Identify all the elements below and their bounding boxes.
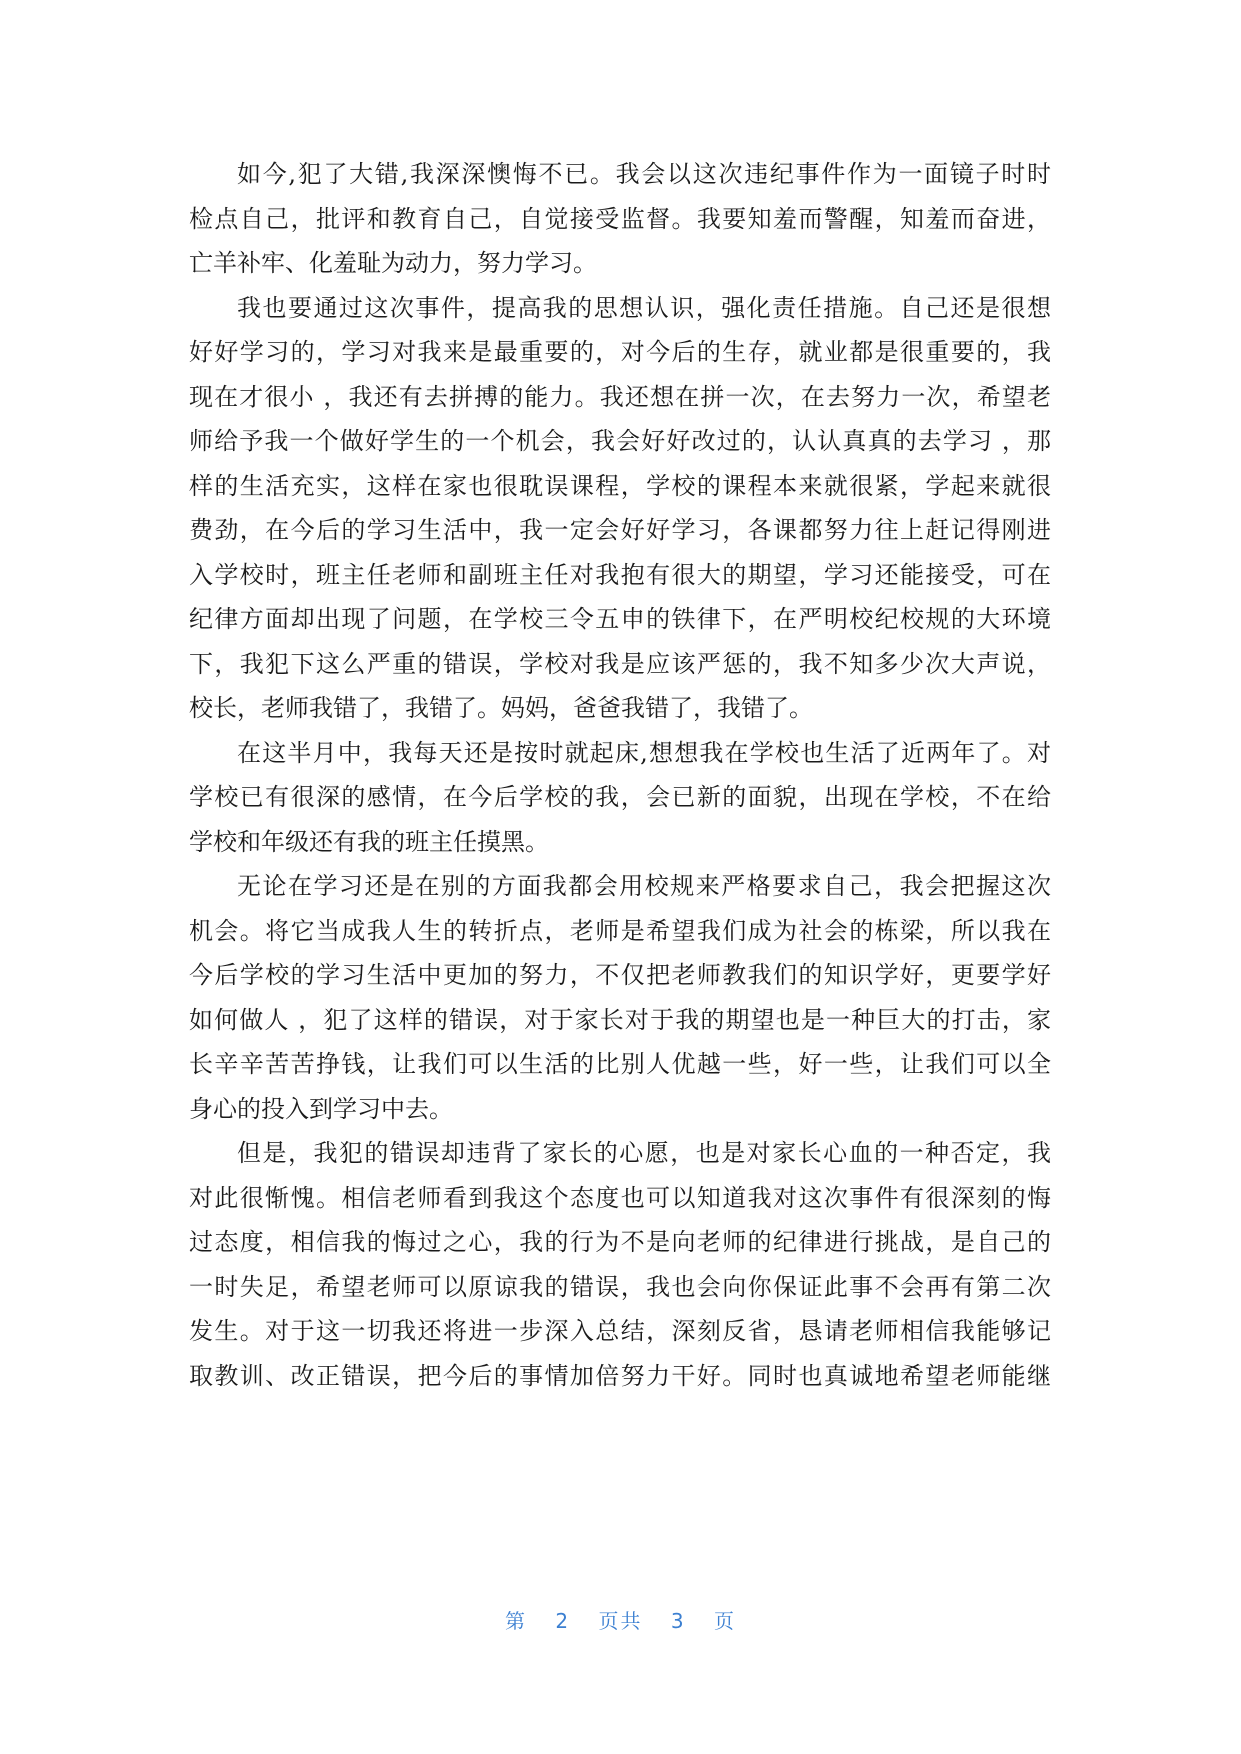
text-line: 费劲，在今后的学习生活中，我一定会好好学习，各课都努力往上赶记得刚进 [189,516,1051,544]
footer-label-of: 页共 [598,1609,643,1633]
text-line: 现在才很小 ，我还有去拼搏的能力。我还想在拼一次，在去努力一次，希望老 [189,382,1051,411]
paragraph-1 [189,152,1051,286]
footer-label-end: 页 [713,1609,736,1633]
text-line: 长辛辛苦苦挣钱，让我们可以生活的比别人优越一些，好一些，让我们可以全 [189,1050,1051,1078]
text-line: 在这半月中，我每天还是按时就起床,想想我在学校也生活了近两年了。对 [237,738,1051,767]
paragraph-3 [189,731,1051,865]
text-line: 机会。将它当成我人生的转折点，老师是希望我们成为社会的栋梁，所以我在 [189,916,1051,945]
text-line: 但是，我犯的错误却违背了家长的心愿，也是对家长心血的一种否定，我 [237,1139,1051,1167]
total-page-count: 3 [670,1609,686,1633]
text-line: 样的生活充实，这样在家也很耽误课程，学校的课程本来就很紧，学起来就很 [189,471,1051,500]
text-line: 无论在学习还是在别的方面我都会用校规来严格要求自己，我会把握这次 [237,872,1051,900]
body-text [189,152,1051,1398]
text-line: 检点自己，批评和教育自己，自觉接受监督。我要知羞而警醒，知羞而奋进， [189,204,1051,233]
text-line: 今后学校的学习生活中更加的努力，不仅把老师教我们的知识学好，更要学好 [189,961,1051,989]
paragraph-4 [189,864,1051,1131]
text-line: 下，我犯下这么严重的错误，学校对我是应该严惩的，我不知多少次大声说， [189,649,1051,678]
paragraph-5 [189,1131,1051,1398]
current-page-number: 2 [555,1609,571,1633]
text-line: 一时失足，希望老师可以原谅我的错误，我也会向你保证此事不会再有第二次 [189,1272,1051,1301]
text-line: 身心的投入到学习中去。 [189,1094,453,1123]
text-line: 师给予我一个做好学生的一个机会，我会好好改过的，认认真真的去学习 ，那 [189,427,1051,455]
text-line: 如今,犯了大错,我深深懊悔不已。我会以这次违纪事件作为一面镜子时时 [237,160,1051,188]
text-line: 过态度，相信我的悔过之心，我的行为不是向老师的纪律进行挑战，是自己的 [189,1228,1051,1256]
text-line: 好好学习的，学习对我来是最重要的，对今后的生存，就业都是很重要的，我 [189,338,1051,366]
text-line: 校长，老师我错了，我错了。妈妈，爸爸我错了，我错了。 [189,694,813,722]
text-line: 发生。对于这一切我还将进一步深入总结，深刻反省，恳请老师相信我能够记 [189,1317,1051,1345]
paragraph-2 [189,286,1051,731]
text-line: 亡羊补牢、化羞耻为动力，努力学习。 [189,249,597,277]
text-line: 对此很惭愧。相信老师看到我这个态度也可以知道我对这次事件有很深刻的悔 [189,1183,1051,1212]
text-line: 纪律方面却出现了问题，在学校三令五申的铁律下，在严明校纪校规的大环境 [189,605,1051,633]
text-line: 学校和年级还有我的班主任摸黑。 [189,827,549,856]
page-number-footer [0,1605,1241,1634]
text-line: 如何做人 ，犯了这样的错误，对于家长对于我的期望也是一种巨大的打击，家 [189,1005,1051,1034]
text-line: 我也要通过这次事件，提高我的思想认识，强化责任措施。自己还是很想 [237,293,1051,322]
footer-label-page: 第 [505,1609,528,1633]
text-line: 学校已有很深的感情，在今后学校的我，会已新的面貌，出现在学校，不在给 [189,783,1051,811]
text-line: 入学校时，班主任老师和副班主任对我抱有很大的期望，学习还能接受，可在 [189,560,1051,589]
text-line: 取教训、改正错误，把今后的事情加倍努力干好。同时也真诚地希望老师能继 [189,1361,1051,1390]
